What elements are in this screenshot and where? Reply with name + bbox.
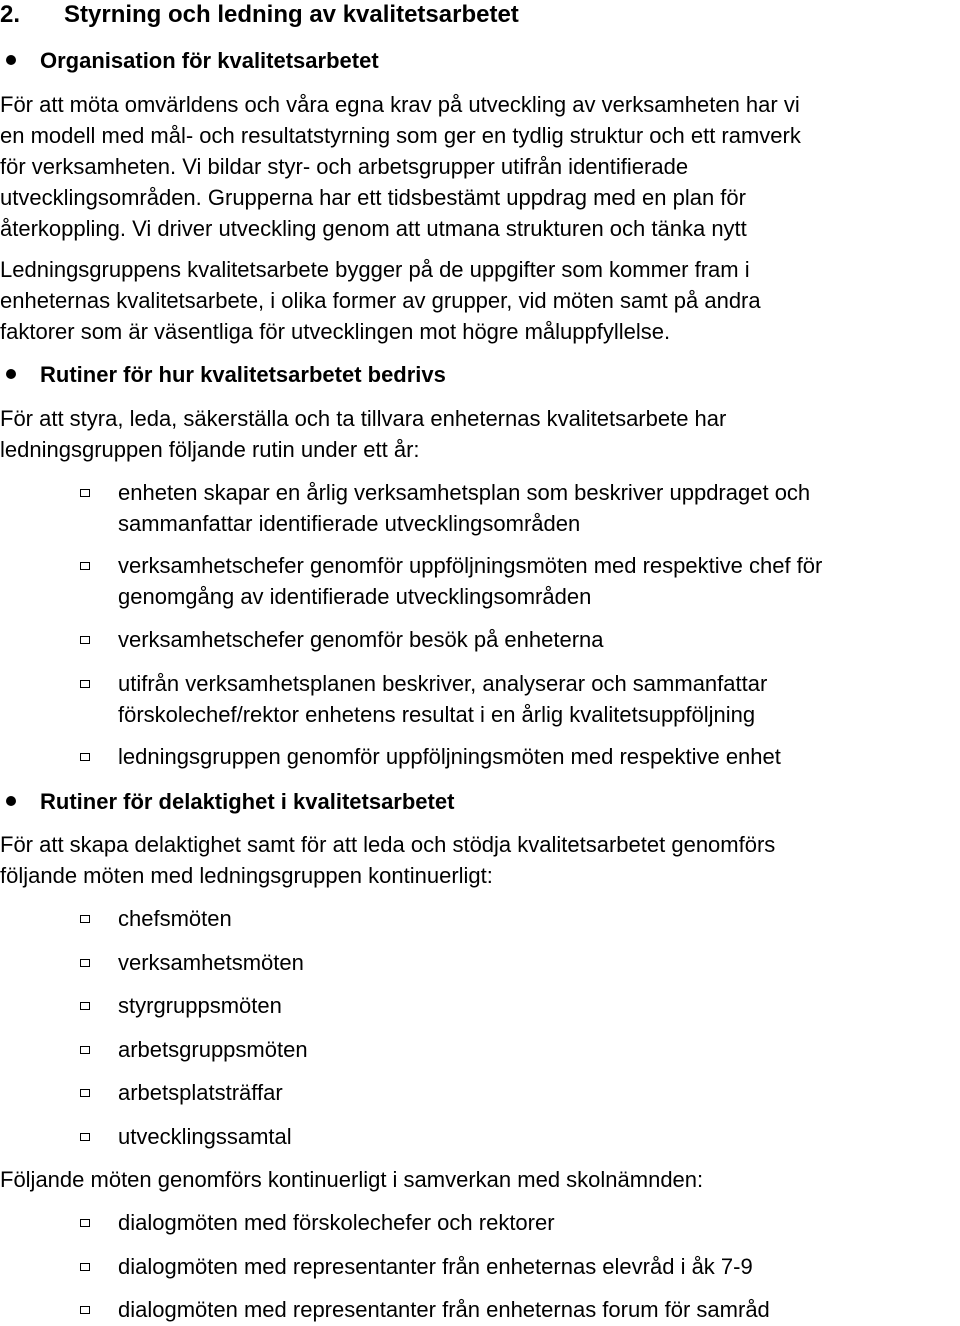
- list-item-text: dialogmöten med representanter från enheternas forum för samråd: [118, 1297, 770, 1322]
- paragraph-line: faktorer som är väsentliga för utvecklingen mot högre måluppfyllelse.: [0, 319, 671, 344]
- paragraph-line: Ledningsgruppens kvalitetsarbete bygger på de uppgifter som kommer fram i: [0, 257, 750, 282]
- list-item-text: arbetsplatsträffar: [118, 1080, 283, 1105]
- paragraph-line: följande möten med ledningsgruppen kontinuerligt:: [0, 863, 493, 888]
- list-item-text: ledningsgruppen genomför uppföljningsmöten med respektive enhet: [118, 744, 781, 769]
- paragraph-line: ledningsgruppen följande rutin under ett år:: [0, 437, 420, 462]
- square-bullet-icon: [80, 1306, 90, 1314]
- section-number: 2.: [0, 1, 21, 28]
- subheading-rutiner: [0, 361, 446, 389]
- square-bullet-icon: [80, 680, 90, 688]
- paragraph-samverkan: [0, 1164, 960, 1195]
- paragraph-ledningsgrupp: [0, 254, 960, 347]
- square-bullet-icon: [80, 636, 90, 644]
- list-item-text: verksamhetschefer genomför uppföljningsmöten med respektive chef för genomgång av identifierade utvecklingsområden: [118, 553, 823, 609]
- square-bullet-icon: [80, 1046, 90, 1054]
- list-item-text: styrgruppsmöten: [118, 993, 282, 1018]
- subheading-text: Organisation för kvalitetsarbetet: [40, 48, 379, 73]
- square-bullet-icon: [80, 562, 90, 570]
- paragraph-delaktighet-intro: [0, 829, 960, 891]
- section-heading: [0, 0, 519, 30]
- list-item-text: dialogmöten med förskolechefer och rektorer: [118, 1210, 555, 1235]
- subheading-text: Rutiner för hur kvalitetsarbetet bedrivs: [40, 362, 446, 387]
- list-item-text: utvecklingssamtal: [118, 1124, 292, 1149]
- list-item-text: verksamhetsmöten: [118, 950, 304, 975]
- subheading-text: Rutiner för delaktighet i kvalitetsarbetet: [40, 789, 455, 814]
- list-item-text: utifrån verksamhetsplanen beskriver, analyserar och sammanfattar förskolechef/rektor enhetens resultat i en årlig kvalitetsuppföljning: [118, 671, 768, 727]
- list-item-text: dialogmöten med representanter från enheternas elevråd i åk 7-9: [118, 1254, 753, 1279]
- square-bullet-icon: [80, 1263, 90, 1271]
- paragraph-rutiner-intro: [0, 403, 960, 465]
- paragraph-organisation: [0, 89, 960, 244]
- paragraph-line: för verksamheten. Vi bildar styr- och arbetsgrupper utifrån identifierade: [0, 154, 689, 179]
- square-bullet-icon: [80, 1002, 90, 1010]
- paragraph-line: För att styra, leda, säkerställa och ta tillvara enheternas kvalitetsarbete har: [0, 406, 727, 431]
- square-bullet-icon: [80, 1219, 90, 1227]
- square-bullet-icon: [80, 1089, 90, 1097]
- square-bullet-icon: [80, 959, 90, 967]
- square-bullet-icon: [80, 915, 90, 923]
- square-bullet-icon: [80, 753, 90, 761]
- bullet-icon: [6, 796, 16, 806]
- list-item-text: chefsmöten: [118, 906, 232, 931]
- subheading-organisation: [0, 47, 379, 75]
- list-item-text: arbetsgruppsmöten: [118, 1037, 308, 1062]
- square-bullet-icon: [80, 1133, 90, 1141]
- bullet-icon: [6, 55, 16, 65]
- paragraph-line: För att möta omvärldens och våra egna krav på utveckling av verksamheten har vi: [0, 92, 800, 117]
- section-title: Styrning och ledning av kvalitetsarbetet: [64, 1, 519, 28]
- list-item-text: verksamhetschefer genomför besök på enheterna: [118, 627, 604, 652]
- paragraph-line: utvecklingsområden. Grupperna har ett tidsbestämt uppdrag med en plan för: [0, 185, 746, 210]
- bullet-icon: [6, 369, 16, 379]
- paragraph-line: För att skapa delaktighet samt för att leda och stödja kvalitetsarbetet genomförs: [0, 832, 776, 857]
- subheading-delaktighet: [0, 788, 454, 816]
- paragraph-line: en modell med mål- och resultatstyrning som ger en tydlig struktur och ett ramverk: [0, 123, 801, 148]
- list-item-text: enheten skapar en årlig verksamhetsplan som beskriver uppdraget och sammanfattar identifierade utvecklingsområden: [118, 480, 811, 536]
- paragraph-line: enheternas kvalitetsarbete, i olika former av grupper, vid möten samt på andra: [0, 288, 761, 313]
- paragraph-line: återkoppling. Vi driver utveckling genom att utmana strukturen och tänka nytt: [0, 216, 747, 241]
- square-bullet-icon: [80, 489, 90, 497]
- paragraph-line: Följande möten genomförs kontinuerligt i samverkan med skolnämnden:: [0, 1167, 704, 1192]
